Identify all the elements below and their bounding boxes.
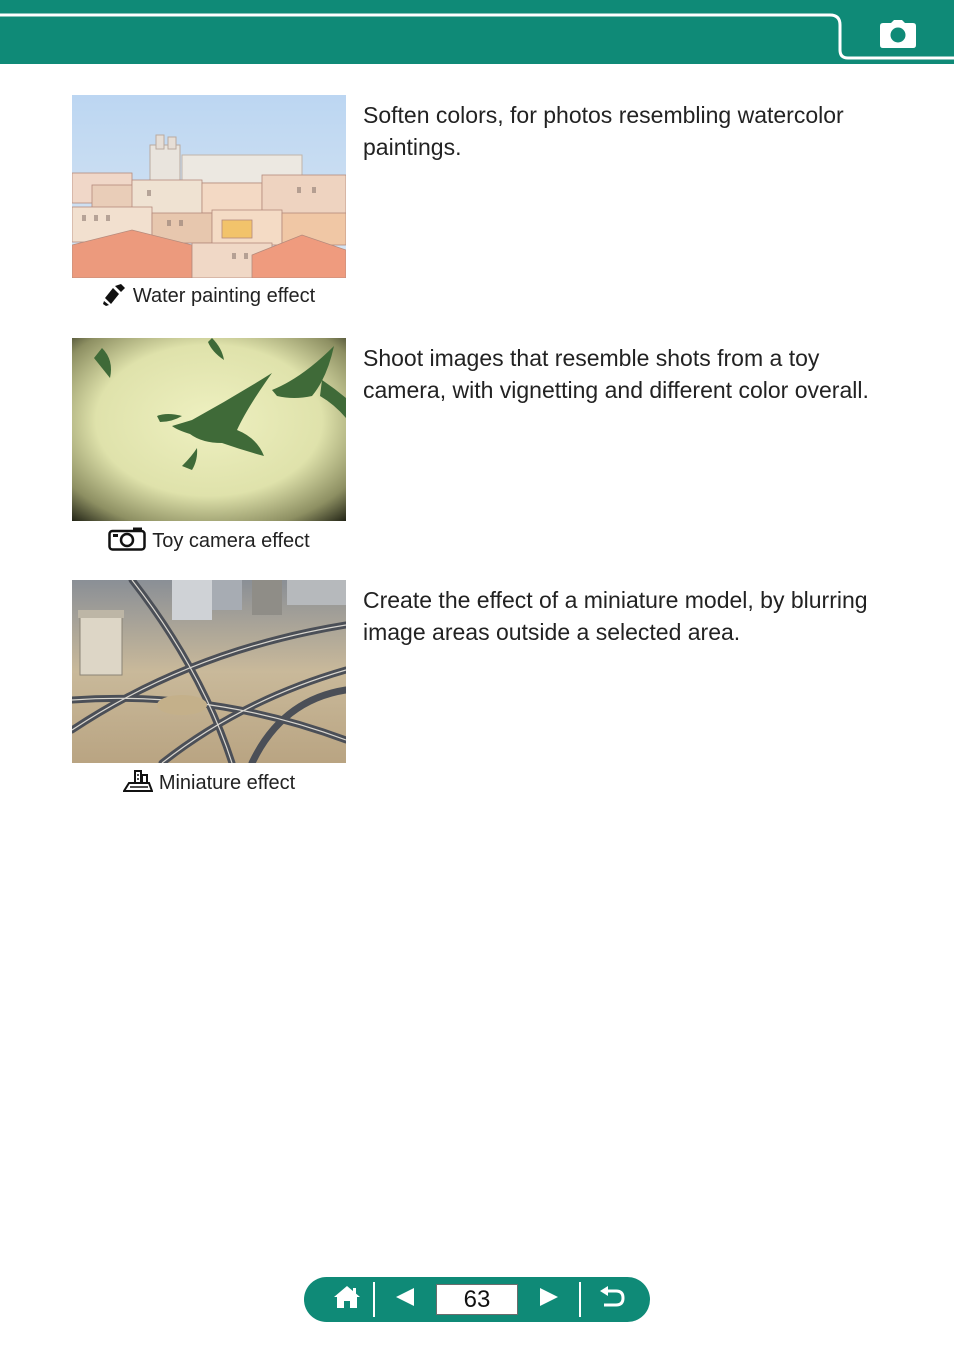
toy-camera-icon [108, 527, 146, 557]
home-icon [333, 1285, 361, 1314]
page-number: 63 [436, 1284, 518, 1315]
effect-caption [72, 527, 346, 557]
effect-toy-camera [72, 338, 892, 558]
return-button[interactable] [586, 1277, 638, 1322]
effect-description: Soften colors, for photos resembling watercolor paintings. [363, 102, 844, 160]
effect-miniature [72, 580, 892, 800]
next-arrow-icon [539, 1287, 559, 1312]
previous-page-button[interactable] [380, 1277, 430, 1322]
effect-water-painting [72, 95, 892, 315]
header-bar [0, 0, 954, 64]
return-icon [599, 1286, 625, 1313]
effect-caption [72, 769, 346, 799]
water-painting-sample-image [72, 95, 346, 278]
miniature-icon [123, 769, 153, 799]
nav-separator [373, 1282, 375, 1317]
effect-caption-text: Water painting effect [132, 285, 316, 307]
effect-caption-text: Toy camera effect [152, 530, 310, 552]
miniature-sample-image [72, 580, 346, 763]
toy-camera-sample-image [72, 338, 346, 521]
effect-caption-text: Miniature effect [158, 772, 296, 794]
effect-caption [72, 284, 346, 312]
nav-separator [579, 1282, 581, 1317]
water-painting-icon [103, 284, 127, 312]
home-button[interactable] [322, 1277, 372, 1322]
next-page-button[interactable] [524, 1277, 574, 1322]
header-bar-shape [0, 0, 954, 64]
effect-description: Shoot images that resemble shots from a toy camera, with vignetting and different color overall. [363, 345, 869, 403]
camera-icon[interactable] [880, 20, 916, 48]
prev-arrow-icon [395, 1287, 415, 1312]
effect-description: Create the effect of a miniature model, by blurring image areas outside a selected area. [363, 587, 868, 645]
page-navigation-bar [304, 1277, 650, 1322]
